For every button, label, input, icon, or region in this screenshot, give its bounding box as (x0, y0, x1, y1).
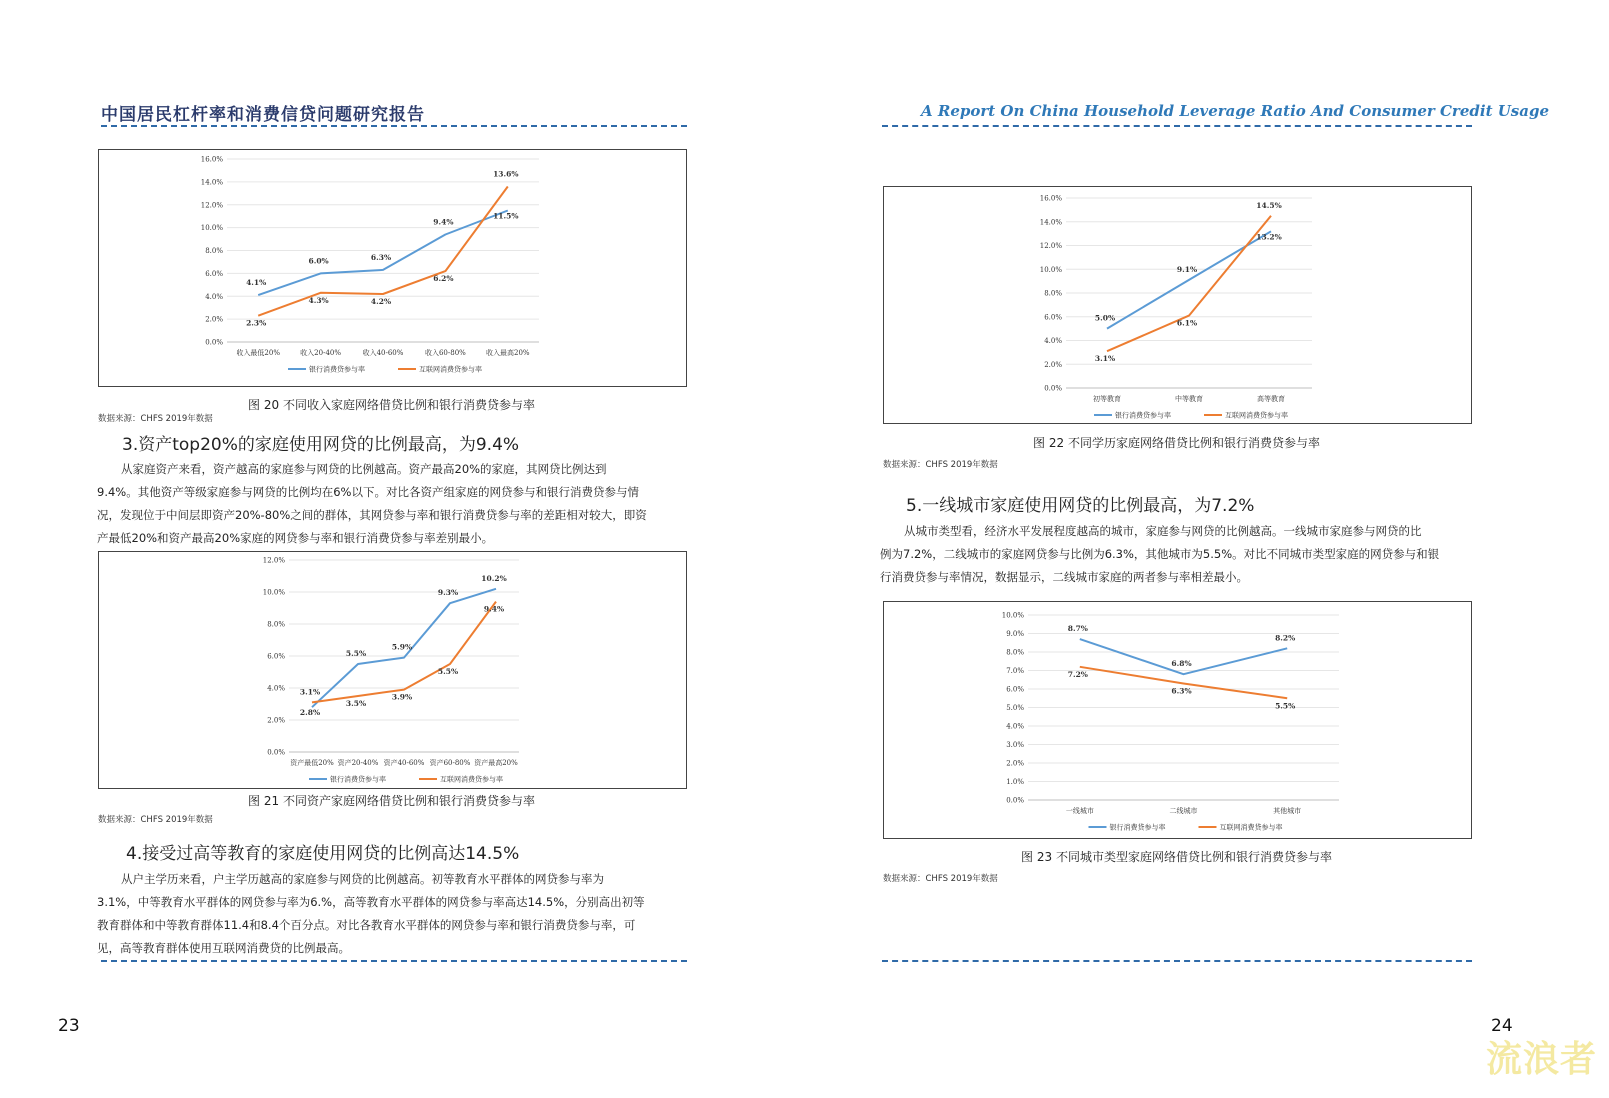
figure-20-frame (98, 149, 687, 387)
figure-22-chart (884, 187, 1471, 423)
paragraph-line: 从城市类型看，经济水平发展程度越高的城市，家庭参与网贷的比例越高。一线城市家庭参与网贷的比 (904, 524, 1422, 538)
x-tick-label: 二线城市 (1169, 807, 1198, 815)
y-tick-label: 9.0% (1006, 630, 1024, 638)
report-title-cn: 中国居民杠杆率和消费信贷问题研究报告 (101, 105, 425, 125)
x-tick-label: 资产最高20% (474, 759, 518, 767)
series-line (312, 602, 496, 703)
paragraph-line: 从家庭资产来看，资产越高的家庭参与网贷的比例越高。资产最高20%的家庭，其网贷比例达到 (121, 462, 607, 476)
y-tick-label: 10.0% (200, 224, 223, 233)
y-tick-label: 4.0% (267, 684, 285, 693)
x-tick-label: 资产最低20% (290, 759, 334, 767)
y-tick-label: 0.0% (1006, 796, 1024, 805)
right-page (805, 0, 1609, 1098)
y-tick-label: 6.0% (1006, 685, 1024, 694)
section-5-paragraph (880, 520, 1475, 589)
data-label: 5.9% (391, 642, 413, 652)
footer-divider (101, 960, 687, 962)
legend-label: 互联网消费贷参与率 (1225, 411, 1288, 420)
paragraph-line: 3.1%，中等教育水平群体的网贷参与率为6.%，高等教育水平群体的网贷参与率高达14.5%，分别高出初等 (97, 895, 645, 909)
y-tick-label: 12.0% (262, 556, 285, 565)
data-label: 4.1% (246, 278, 267, 288)
x-tick-label: 中等教育 (1175, 395, 1203, 403)
header-divider (101, 125, 687, 127)
figure-21-caption: 图 21 不同资产家庭网络借贷比例和银行消费贷参与率 (248, 794, 535, 808)
figure-23-source: 数据来源：CHFS 2019年数据 (883, 874, 998, 884)
y-tick-label: 2.0% (267, 716, 285, 725)
y-tick-label: 16.0% (200, 155, 223, 164)
y-tick-label: 2.0% (205, 315, 223, 324)
y-tick-label: 8.0% (205, 247, 223, 255)
figure-22-caption: 图 22 不同学历家庭网络借贷比例和银行消费贷参与率 (1033, 436, 1320, 450)
x-tick-label: 资产20-40% (337, 759, 379, 767)
data-label: 13.6% (493, 169, 519, 179)
paragraph-line: 行消费贷参与率情况，数据显示，二线城市家庭的两者参与率相差最小。 (880, 570, 1248, 584)
section-4-paragraph (97, 868, 689, 960)
page-number: 24 (1491, 1016, 1513, 1036)
data-label: 3.1% (1094, 354, 1116, 364)
y-tick-label: 6.0% (205, 269, 223, 278)
x-tick-label: 一线城市 (1065, 807, 1094, 815)
x-tick-label: 收入20-40% (300, 349, 342, 357)
figure-20-caption: 图 20 不同收入家庭网络借贷比例和银行消费贷参与率 (248, 398, 535, 412)
y-tick-label: 8.0% (267, 620, 285, 629)
data-label: 13.2% (1256, 232, 1282, 242)
section-3-paragraph (97, 458, 689, 550)
figure-22-frame (883, 186, 1472, 424)
legend-label: 银行消费贷参与率 (1115, 411, 1171, 420)
y-tick-label: 4.0% (1044, 337, 1062, 345)
legend-label: 互联网消费贷参与率 (440, 775, 503, 784)
data-label: 6.8% (1171, 659, 1192, 669)
watermark: 流浪者 (1485, 1039, 1597, 1080)
y-tick-label: 0.0% (1044, 384, 1062, 393)
left-page (0, 0, 804, 1098)
paragraph-line: 况，发现位于中间层即资产20%-80%之间的群体，其网贷参与率和银行消费贷参与率的差距相对较大，即资 (97, 508, 647, 522)
y-tick-label: 14.0% (1039, 218, 1062, 227)
y-tick-label: 0.0% (205, 338, 223, 347)
legend-label: 银行消费贷参与率 (330, 775, 386, 784)
figure-23-chart (884, 602, 1471, 838)
y-tick-label: 10.0% (262, 588, 285, 597)
y-tick-label: 12.0% (200, 201, 223, 210)
data-label: 6.3% (370, 252, 392, 262)
y-tick-label: 10.0% (1001, 611, 1024, 620)
paragraph-line: 产最低20%和资产最高20%家庭的网贷参与率和银行消费贷参与率差别最小。 (97, 531, 494, 545)
x-tick-label: 资产40-60% (383, 759, 425, 767)
figure-20-chart (99, 150, 686, 386)
paragraph-line: 9.4%。其他资产等级家庭参与网贷的比例均在6%以下。对比各资产组家庭的网贷参与和银行消费贷参与情 (97, 485, 639, 499)
data-label: 4.3% (308, 295, 329, 305)
figure-20-source: 数据来源：CHFS 2019年数据 (98, 414, 213, 424)
data-label: 6.3% (1171, 686, 1192, 696)
data-label: 6.0% (308, 256, 329, 266)
report-title-en: A Report On China Household Leverage Ratio And Consumer Credit Usage (921, 102, 1549, 120)
paragraph-line: 教育群体和中等教育群体11.4和8.4个百分点。对比各教育水平群体的网贷参与率和银行消费贷参与率，可 (97, 918, 636, 932)
x-tick-label: 其他城市 (1273, 807, 1302, 815)
data-label: 3.9% (391, 692, 413, 702)
data-label: 9.3% (437, 588, 459, 598)
y-tick-label: 3.0% (1006, 741, 1024, 749)
y-tick-label: 0.0% (267, 748, 285, 757)
y-tick-label: 4.0% (1006, 722, 1024, 731)
y-tick-label: 6.0% (267, 652, 285, 661)
data-label: 9.4% (433, 217, 454, 227)
legend-label: 银行消费贷参与率 (309, 365, 365, 374)
paragraph-line: 见，高等教育群体使用互联网消费贷的比例最高。 (97, 941, 350, 955)
figure-21-source: 数据来源：CHFS 2019年数据 (98, 815, 213, 825)
series-line (1107, 216, 1271, 351)
data-label: 5.0% (1094, 313, 1116, 323)
section-4-heading: 4.接受过高等教育的家庭使用网贷的比例高达14.5% (126, 844, 520, 864)
x-tick-label: 收入40-60% (362, 349, 404, 357)
y-tick-label: 6.0% (1044, 313, 1062, 322)
x-tick-label: 初等教育 (1093, 395, 1121, 403)
data-label: 9.1% (1176, 264, 1198, 274)
data-label: 4.2% (370, 296, 392, 306)
data-label: 5.5% (345, 649, 367, 658)
data-label: 5.5% (437, 667, 459, 676)
figure-23-frame (883, 601, 1472, 839)
y-tick-label: 4.0% (205, 292, 223, 301)
data-label: 10.2% (481, 573, 507, 583)
footer-divider (882, 960, 1472, 962)
figure-21-chart (99, 552, 686, 788)
header-divider (882, 125, 1472, 127)
y-tick-label: 8.0% (1044, 289, 1062, 298)
data-label: 11.5% (493, 211, 519, 221)
data-label: 9.4% (483, 604, 505, 614)
data-label: 6.2% (433, 274, 454, 284)
data-label: 8.7% (1067, 624, 1088, 634)
x-tick-label: 资产60-80% (429, 759, 471, 767)
y-tick-label: 8.0% (1006, 648, 1024, 657)
x-tick-label: 收入最高20% (486, 349, 530, 357)
figure-21-frame (98, 551, 687, 789)
y-tick-label: 7.0% (1006, 667, 1024, 675)
y-tick-label: 10.0% (1039, 265, 1062, 274)
figure-22-source: 数据来源：CHFS 2019年数据 (883, 460, 998, 470)
y-tick-label: 1.0% (1006, 778, 1024, 786)
legend-label: 互联网消费贷参与率 (1219, 823, 1283, 832)
data-label: 7.2% (1067, 669, 1088, 679)
data-label: 6.1% (1176, 318, 1198, 328)
data-label: 3.5% (345, 699, 367, 708)
data-label: 5.5% (1275, 701, 1296, 711)
section-5-heading: 5.一线城市家庭使用网贷的比例最高，为7.2% (906, 496, 1255, 516)
y-tick-label: 2.0% (1006, 759, 1024, 768)
data-label: 3.1% (299, 687, 321, 697)
data-label: 2.3% (246, 318, 267, 328)
y-tick-label: 12.0% (1039, 242, 1062, 250)
figure-23-caption: 图 23 不同城市类型家庭网络借贷比例和银行消费贷参与率 (1021, 850, 1332, 864)
data-label: 14.5% (1256, 200, 1282, 210)
paragraph-line: 例为7.2%，二线城市的家庭网贷参与比例为6.3%，其他城市为5.5%。对比不同城市类型家庭的网贷参与和银 (880, 547, 1440, 561)
y-tick-label: 16.0% (1039, 194, 1062, 203)
y-tick-label: 5.0% (1006, 704, 1024, 712)
data-label: 8.2% (1275, 633, 1296, 643)
y-tick-label: 14.0% (200, 178, 223, 187)
data-label: 2.8% (299, 708, 321, 718)
x-tick-label: 收入最低20% (236, 349, 280, 357)
x-tick-label: 收入60-80% (424, 349, 466, 357)
x-tick-label: 高等教育 (1257, 395, 1285, 403)
page-number: 23 (58, 1016, 80, 1036)
y-tick-label: 2.0% (1044, 360, 1062, 369)
legend-label: 银行消费贷参与率 (1109, 823, 1166, 832)
series-line (1080, 639, 1287, 674)
paragraph-line: 从户主学历来看，户主学历越高的家庭参与网贷的比例越高。初等教育水平群体的网贷参与率为 (121, 872, 604, 886)
legend-label: 互联网消费贷参与率 (419, 365, 482, 374)
section-3-heading: 3.资产top20%的家庭使用网贷的比例最高，为9.4% (122, 435, 520, 455)
